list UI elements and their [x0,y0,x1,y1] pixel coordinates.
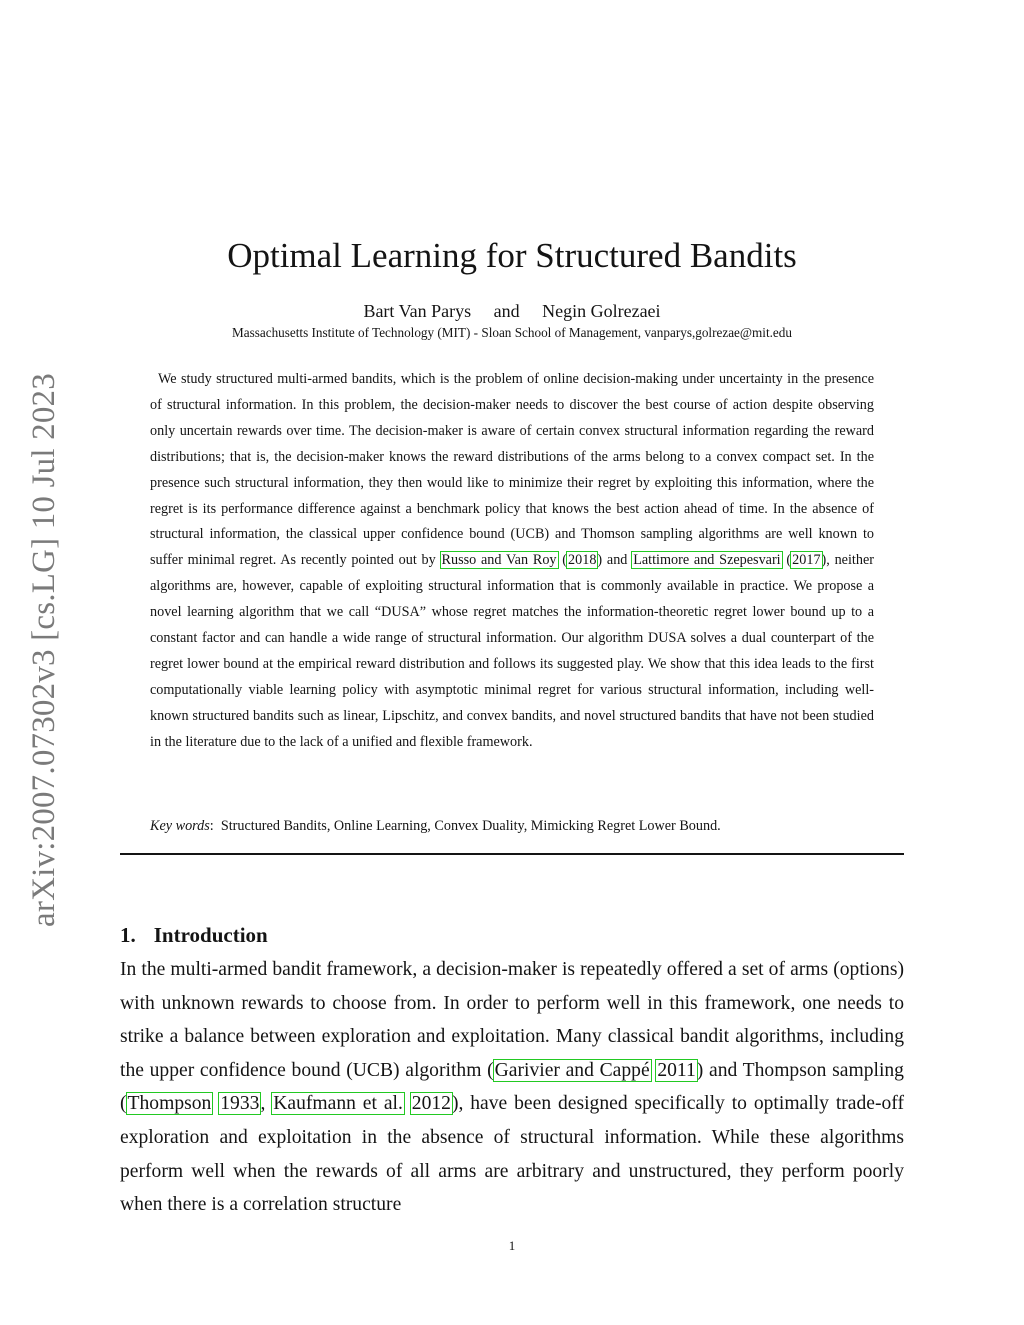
arxiv-stamp: arXiv:2007.07302v3 [cs.LG] 10 Jul 2023 [26,373,62,927]
paper-title: Optimal Learning for Structured Bandits [227,236,797,275]
citation-year-link[interactable]: 2018 [568,552,597,569]
citation-link[interactable]: Lattimore and Szepesvari [633,552,781,569]
abstract-text: , neither algorithms are, however, capable of exploiting structural information that is commonly available in practice. We propose a novel learning algorithm that we call “DUSA” whose regret matches the information-theoretic regret lower bound up to a constant factor and can handle a wide range of structural information. Our algorithm DUSA solves a dual counterpart of the regret lower bound at the empirical reward distribution and follows its suggested play. We show that this idea leads to the first computationally viable learning policy with asymptotic minimal regret for various structural information, including well-known structured bandits such as linear, Lipschitz, and convex bandits, and novel structured bandits that have not been studied in the literature due to the lack of a unified and flexible framework. [150,552,874,750]
abstract-text: We study structured multi-armed bandits, which is the problem of online decision-making under uncertainty in the presence of structural information. In this problem, the decision-maker needs to discover the best course of action despite observing only uncertain rewards over time. The decision-maker is aware of certain convex structural information regarding the reward distributions; that is, the decision-maker knows the reward distributions of the arms belong to a convex compact set. In the presence such structural information, they then would like to minimize their regret by exploiting this information, where the regret is its performance difference against a benchmark policy that knows the best action ahead of time. In the absence of structural information, the classical upper confidence bound (UCB) and Thomson sampling algorithms are well known to suffer minimal regret. As recently pointed out by [150,371,874,569]
author-conjunction: and [493,301,520,321]
author-name: Bart Van Parys [363,301,472,321]
section-title: Introduction [153,923,268,947]
abstract [150,367,874,756]
abstract-text: and [602,552,633,569]
citation-year-link[interactable]: 2011 [657,1059,696,1081]
keywords-colon: : [209,818,214,834]
keywords-text: Structured Bandits, Online Learning, Convex Duality, Mimicking Regret Lower Bound. [220,818,721,834]
keywords [150,815,874,837]
citation-separator: , [260,1093,273,1115]
affiliation: Massachusetts Institute of Technology (MIT) - Sloan School of Management, vanparys,golrezae@mit.edu [232,325,792,340]
citation-link[interactable]: Thompson [127,1093,212,1115]
intro-text: ), have been designed specifically to optimally trade-off exploration and exploitation in the absence of structural information. While these algorithms perform well when the rewards of all arms are arbitrary and unstructured, they perform poorly when there is a correlation structure [120,1093,904,1216]
intro-paragraph [120,953,904,1222]
section-heading [120,921,268,949]
intro-text: In the multi-armed bandit framework, a decision-maker is repeatedly offered a set of arms (options) with unknown rewards to choose from. In order to perform well in this framework, one needs to strike a balance between exploration and exploitation. Many classical bandit algorithms, including the upper confidence bound (UCB) algorithm ( [120,959,904,1081]
intro-body [120,953,904,1222]
horizontal-rule [120,853,904,855]
abstract-paragraph: We study structured multi-armed bandits, which is the problem of online decision-making under uncertainty in the presence of structural information. In this problem, the decision-maker needs to discover the best course of action despite observing only uncertain rewards over time. The decision-maker is aware of certain convex structural information regarding the reward distributions; that is, the decision-maker knows the reward distributions of the arms belong to a convex compact set. In the presence such structural information, they then would like to minimize their regret by exploiting this information, where the regret is its performance difference against a benchmark policy that knows the best action ahead of time. In the absence of structural information, the classical upper confidence bound (UCB) and Thomson sampling algorithms are well known to suffer minimal regret. As recently pointed out by Russo and Van Roy (2018) and Lattimore and Szepesvari (2017), neither algorithms are, however, capable of exploiting structural information that is commonly available in practice. We propose a novel learning algorithm that we call “DUSA” whose regret matches the information-theoretic regret lower bound up to a constant factor and can handle a wide range of structural information. Our algorithm DUSA solves a dual counterpart of the regret lower bound at the empirical reward distribution and follows its suggested play. We show that this idea leads to the first computationally viable learning policy with asymptotic minimal regret for various structural information, including well-known structured bandits such as linear, Lipschitz, and convex bandits, and novel structured bandits that have not been studied in the literature due to the lack of a unified and flexible framework. [150,371,874,750]
keywords-label: Key words [150,818,210,834]
citation-year-link[interactable]: 1933 [220,1093,260,1115]
author-name: Negin Golrezaei [542,301,661,321]
section-number: 1. [120,923,136,947]
citation-year-link[interactable]: 2017 [792,552,821,569]
citation-link[interactable]: Kaufmann et al. [273,1093,403,1115]
author-line [120,299,904,323]
intro-text: ) and Thompson sampling ( [120,1059,904,1115]
citation-link[interactable]: Russo and Van Roy [441,552,557,569]
citation-link[interactable]: Garivier and Cappé [494,1059,650,1081]
page-number: 1 [508,1238,516,1253]
citation-year-link[interactable]: 2012 [411,1093,451,1115]
